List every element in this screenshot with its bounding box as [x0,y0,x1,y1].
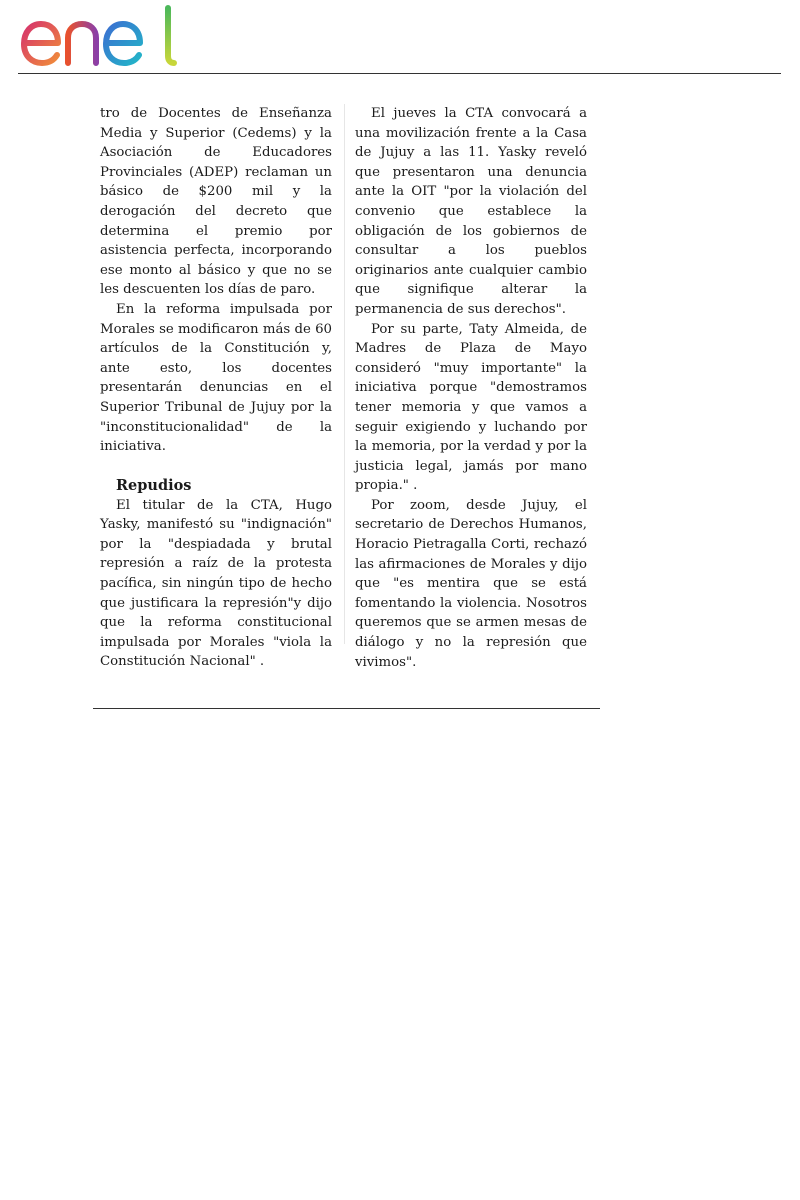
article-paragraph: tro de Docentes de Enseñanza Media y Superior (Cedems) y la Asociación de Educadores Provinciales (ADEP) reclaman un básico de $200 mil y la derogación del decreto que determina el premio por asistencia perfecta, incorporando ese monto al básico y que no se les descuenten los días de paro. [100,106,332,298]
footer-divider [93,708,600,709]
enel-logo-graphic [18,4,180,70]
article-paragraph: Por su parte, Taty Almeida, de Madres de Plaza de Mayo consideró "muy importante" la iniciativa porque "demostramos tener memoria y que vamos a seguir exigiendo y luchando por la memoria, por la verdad y por la justicia legal, jamás por mano propia." . [355,321,587,494]
article-left-column [100,104,332,672]
article-paragraph: En la reforma impulsada por Morales se modificaron más de 60 artículos de la Constitución y, ante esto, los docentes presentarán denuncias en el Superior Tribunal de Jujuy por la "inconstitucionalidad" de la iniciativa. [100,301,332,455]
article-paragraph: El titular de la CTA, Hugo Yasky, manifestó su "indignación" por la "despiadada y brutal represión a raíz de la protesta pacífica, sin ningún tipo de hecho que justificara la represión"y dijo que la reforma constitucional impulsada por Morales "viola la Constitución Nacional" . [100,497,332,670]
section-subheading: Repudios [116,476,192,494]
article-paragraph: El jueves la CTA convocará a una movilización frente a la Casa de Jujuy a las 11. Yasky reveló que presentaron una denuncia ante la OIT "por la violación del convenio que establece la obligación de los gobiernos de consultar a los pueblos originarios ante cualquier cambio que signifique alterar la permanencia de sus derechos". [355,106,587,317]
article-paragraph: Por zoom, desde Jujuy, el secretario de Derechos Humanos, Horacio Pietragalla Corti, rechazó las afirmaciones de Morales y dijo que "es mentira que se está fomentando la violencia. Nosotros queremos que se armen mesas de diálogo y no la represión que vivimos". [355,497,587,670]
article-right-column [355,104,587,672]
header-divider [18,73,781,74]
column-divider [344,104,345,644]
enel-logo [18,4,180,70]
